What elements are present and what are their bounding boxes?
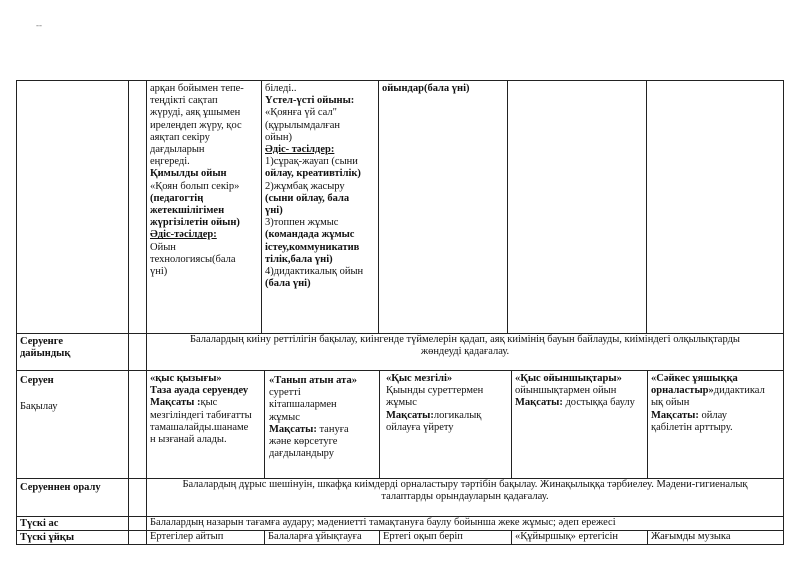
- activity-cell-2: біледі.. Үстел-үсті ойыны: «Қоянға үй сал" (құрылымдалған ойын) Әдіс- тәсілдер: 1)сұрақ-жауап (сыни ойлау, креативтілік) 2)жұмбақ жасыру (сыни ойлау, бала үні) 3)топпен жұмыс (командада жұмыс істеу,коммуникатив тілік,бала үні) 4)дидактикалық ойын (бала үні): [265, 83, 364, 290]
- nap-cell-1: Ертегілер айтып: [150, 531, 224, 542]
- column-divider: [264, 370, 265, 478]
- column-divider: [146, 80, 147, 544]
- activity-cell-1: арқан бойымен тепе- теңдікті сақтап жүруді, аяқ ұшымен ирелеңдеп жүру, қос аяқтап секіру дағдыларын еңгереді. Қимылды ойын «Қоян болып секір» (педагогтің жетекшілігімен жүргізілетін ойын) Әдіс-тәсілдер: Ойын технологиясы(бала үні): [150, 83, 244, 278]
- walk-cell-5: «Сәйкес ұяшыққа орналастыр»дидактикал ық ойын Мақсаты: ойлау қабілетін арттыру.: [651, 373, 765, 433]
- row-label-walk: Серуен: [20, 375, 54, 386]
- prep-text: Балалардың киіну реттілігін бақылау, киінгенде түймелерін қадап, аяқ киімінің бауын байлауды, киіміндегі олқылықтарды жөндеуді қадағалау.: [190, 334, 740, 358]
- row-label-observation: Бақылау: [20, 401, 58, 412]
- activity-cell-3: ойындар(бала үні): [382, 83, 470, 94]
- table-border-top: [16, 80, 784, 81]
- column-divider: [646, 80, 647, 333]
- table-border-bottom: [16, 544, 784, 545]
- column-divider: [647, 370, 648, 478]
- column-divider: [261, 80, 262, 333]
- column-divider: [511, 530, 512, 544]
- row-label-lunch: Түскі ас: [20, 518, 59, 529]
- nap-cell-4: «Құйыршық» ертегісін: [515, 531, 618, 542]
- column-divider: [511, 370, 512, 478]
- table-border-left: [16, 80, 17, 544]
- walk-cell-4: «Қыс ойыншықтары» ойыншықтармен ойын Мақсаты: достыққа баулу: [515, 373, 635, 409]
- corner-mark: --: [36, 20, 42, 30]
- nap-cell-5: Жағымды музыка: [651, 531, 731, 542]
- row-label-nap: Түскі ұйқы: [20, 532, 75, 543]
- return-text: Балалардың дұрыс шешінуін, шкафқа киімдерді орналастыру тәртібін бақылау. Жинақылыққа тәрбиелеу. Мәдени-гигиеналық талаптарды орындауларын қадағалау.: [182, 479, 748, 503]
- walk-cell-1: «қыс қызығы» Таза ауада серуендеу Мақсаты :қыс мезгіліндегі табиғатты тамашалайды.шанаме н ызғанай алады.: [150, 373, 252, 446]
- column-divider: [128, 80, 129, 544]
- lunch-text: Балалардың назарын тағамға аудару; мәдениетті тамақтануға баулу бойынша жеке жұмыс; әдеп ережесі: [150, 517, 616, 528]
- nap-cell-2: Балаларға ұйықтауға: [268, 531, 362, 542]
- column-divider: [378, 80, 379, 333]
- row-label-prep: Серуенге дайындық: [20, 336, 71, 359]
- column-divider: [379, 370, 380, 478]
- row-divider: [16, 370, 784, 371]
- table-border-right: [783, 80, 784, 544]
- column-divider: [264, 530, 265, 544]
- column-divider: [647, 530, 648, 544]
- nap-cell-3: Ертегі оқып беріп: [383, 531, 463, 542]
- row-label-return: Серуеннен оралу: [20, 482, 101, 493]
- column-divider: [507, 80, 508, 333]
- column-divider: [379, 530, 380, 544]
- walk-cell-3: «Қыс мезгілі» Қыынды суреттермен жұмыс Мақсаты:логикалық ойлауға үйрету: [386, 373, 484, 433]
- walk-cell-2: «Танып атын ата» суретті кітапшалармен жұмыс Мақсаты: тануға және көрсетуге дағдыландыру: [269, 375, 357, 460]
